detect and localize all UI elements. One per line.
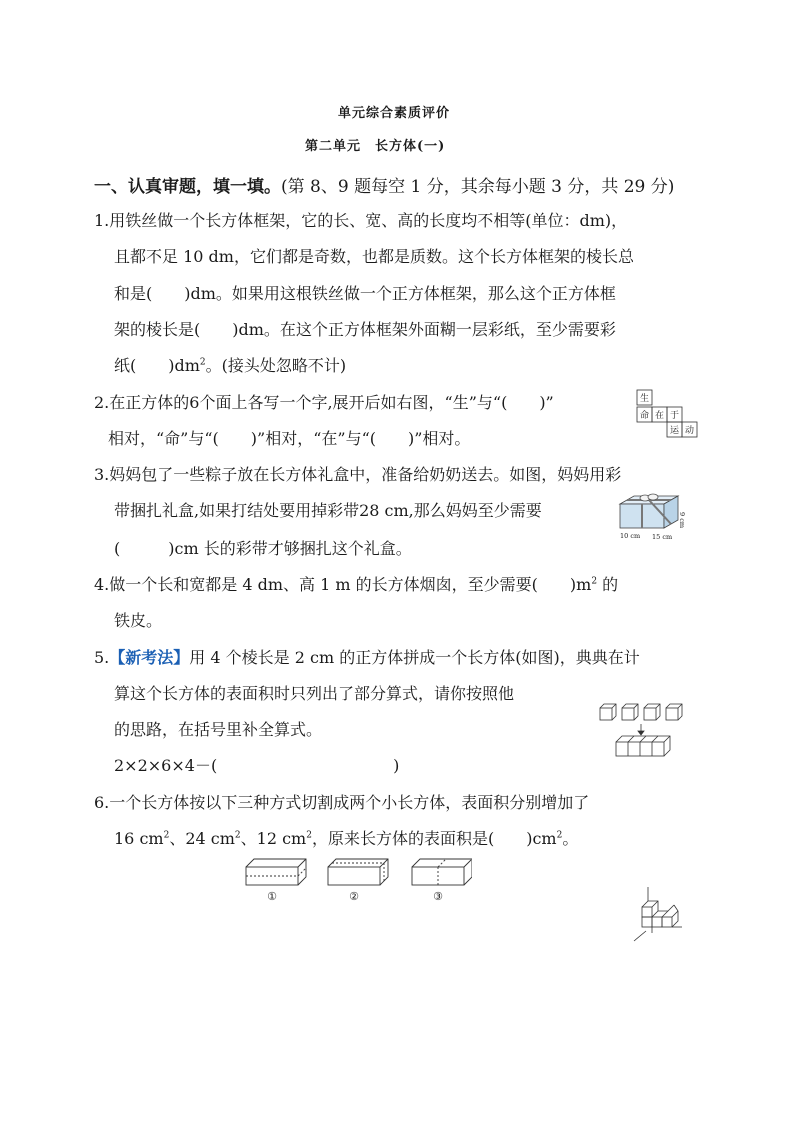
q1-line-1: 1.用铁丝做一个长方体框架，它的长、宽、高的长度均不相等(单位：dm)， <box>94 211 628 230</box>
cube-net-figure <box>636 389 698 441</box>
cuboid-cut-3 <box>412 859 472 885</box>
q2-line-1: 2.在正方体的6个面上各写一个字,展开后如右图，“生”与“( )” <box>94 393 554 412</box>
q6-sup-2: 2 <box>234 830 241 841</box>
q6-sup-1: 2 <box>163 830 170 841</box>
q5-number: 5. <box>94 648 110 667</box>
q5-formula: 2×2×6×4－( ) <box>114 756 400 775</box>
box-dim-height: 9 cm <box>678 512 686 529</box>
net-char-4: 于 <box>669 411 680 421</box>
page-title: 单元综合素质评价 <box>338 106 451 121</box>
cuboid-cut-2 <box>328 859 388 885</box>
q3-line-1: 3.妈妈包了一些粽子放在长方体礼盒中，准备给奶奶送去。如图，妈妈用彩 <box>94 465 622 484</box>
q6-line-2 <box>114 826 578 849</box>
q1-line-5-b: 。(接头处忽略不计) <box>205 356 347 375</box>
net-char-2: 命 <box>639 411 650 421</box>
q1-superscript: 2 <box>199 357 206 368</box>
cut-label-2: ② <box>349 890 359 903</box>
q6-part-c: 、12 cm <box>240 829 307 848</box>
cuboid-cut-1 <box>246 859 306 885</box>
q6-part-d: ，原来长方体的表面积是( )cm <box>311 829 557 848</box>
q6-part-a: 16 cm <box>114 829 164 848</box>
net-char-5: 运 <box>669 426 680 436</box>
net-char-3: 在 <box>654 411 665 421</box>
q6-part-e: 。 <box>562 829 579 848</box>
q5-line-1-text: 用 4 个棱长是 2 cm 的正方体拼成一个长方体(如图)，典典在计 <box>189 648 640 667</box>
down-arrow-head <box>638 731 644 735</box>
q4-superscript: 2 <box>591 576 598 587</box>
q1-line-5-a: 纸( )dm <box>114 356 200 375</box>
cutting-figures <box>242 855 472 905</box>
q6-sup-3: 2 <box>306 830 312 841</box>
q5-line-2: 算这个长方体的表面积时只列出了部分算式，请你按照他 <box>114 684 515 703</box>
q2-line-2: 相对，“命”与“( )”相对，“在”与“( )”相对。 <box>108 429 471 448</box>
stacked-cubes-figure <box>630 885 686 945</box>
q4-line-1-a: 4.做一个长和宽都是 4 dm、高 1 m 的长方体烟囱，至少需要( )m <box>94 575 592 594</box>
section-note: (第 8、9 题每空 1 分，其余每小题 3 分，共 29 分) <box>281 177 675 197</box>
q5-line-3: 的思路，在括号里补全算式。 <box>114 720 323 739</box>
q5-line-1 <box>94 645 640 668</box>
cut-label-3: ③ <box>433 890 443 903</box>
q1-line-4: 架的棱长是( )dm。在这个正方体框架外面糊一层彩纸，至少需要彩 <box>114 320 616 339</box>
new-exam-tag: 【新考法】 <box>109 648 190 667</box>
q3-line-2: 带捆扎礼盒,如果打结处要用掉彩带28 cm,那么妈妈至少需要 <box>114 501 542 520</box>
box-dim-width: 15 cm <box>652 533 673 541</box>
q1-line-2: 且都不足 10 dm，它们都是奇数，也都是质数。这个长方体框架的棱长总 <box>114 247 634 266</box>
cubes-figure <box>598 700 690 760</box>
section-heading <box>94 172 674 197</box>
q1-line-3: 和是( )dm。如果用这根铁丝做一个正方体框架，那么这个正方体框 <box>114 284 616 303</box>
cut-label-1: ① <box>267 890 277 903</box>
joined-cuboid <box>616 736 670 756</box>
q4-line-2: 铁皮。 <box>114 611 163 630</box>
q6-sup-4: 2 <box>556 830 563 841</box>
separate-cubes <box>600 704 682 720</box>
q1-line-5 <box>114 353 346 376</box>
unit-subtitle: 第二单元 长方体(一) <box>305 139 446 154</box>
section-title: 一、认真审题，填一填。 <box>94 177 281 197</box>
box-dim-length: 10 cm <box>620 532 641 540</box>
q6-line-1: 6.一个长方体按以下三种方式切割成两个小长方体，表面积分别增加了 <box>94 793 590 812</box>
q4-line-1 <box>94 572 618 595</box>
q3-line-3: ( )cm 长的彩带才够捆扎这个礼盒。 <box>114 539 412 558</box>
net-char-1: 生 <box>639 394 650 404</box>
gift-box-figure <box>612 490 692 546</box>
q4-line-1-b: 的 <box>597 575 619 594</box>
q6-part-b: 、24 cm <box>169 829 235 848</box>
net-char-6: 动 <box>684 426 695 436</box>
